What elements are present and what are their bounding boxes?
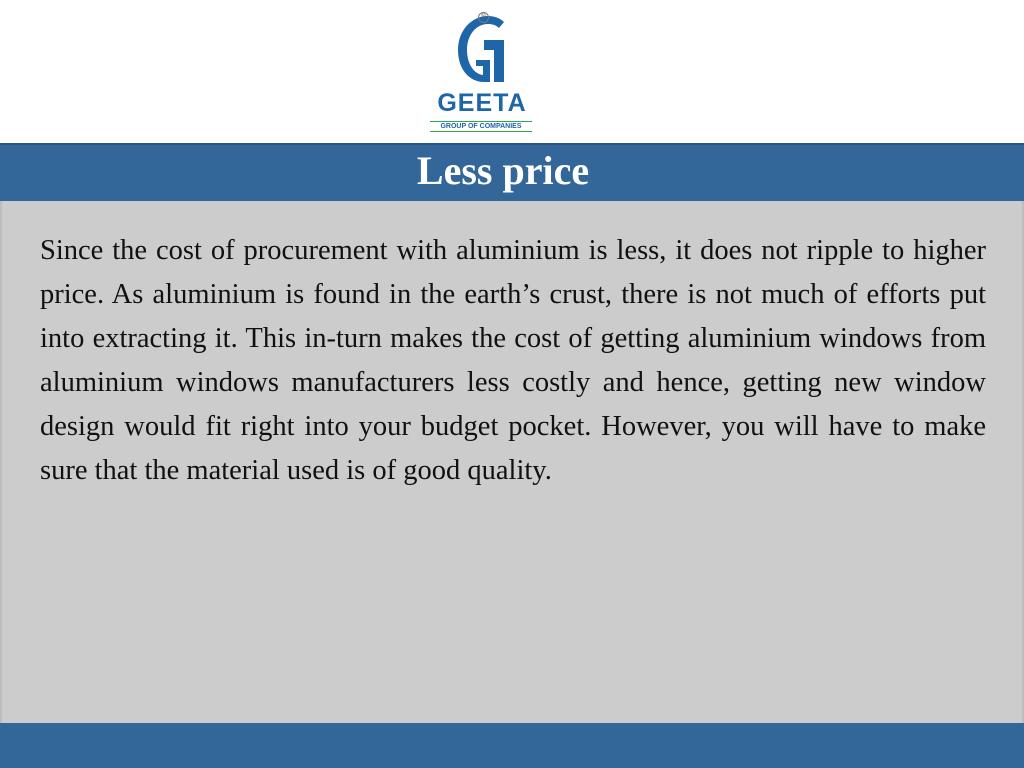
- logo-tagline: GROUP OF COMPANIES: [430, 121, 532, 132]
- header-logo-area: [0, 0, 1024, 143]
- geeta-logo: [428, 10, 536, 134]
- footer-bar: [0, 723, 1024, 768]
- content-panel: [0, 201, 1024, 723]
- title-bar: [0, 143, 1024, 201]
- body-paragraph: Since the cost of procurement with aluminium is less, it does not ripple to higher price. As aluminium is found in the earth’s crust, there is not much of efforts put into extracting it. This in-turn makes the cost of getting aluminium windows from aluminium windows manufacturers less costly and hence, getting new window design would fit right into your budget pocket. However, you will have to make sure that the material used is of good quality.: [40, 235, 986, 486]
- slide-title: Less price: [416, 148, 590, 193]
- registered-mark: ®: [478, 12, 489, 23]
- logo-wordmark: GEETA: [437, 89, 527, 117]
